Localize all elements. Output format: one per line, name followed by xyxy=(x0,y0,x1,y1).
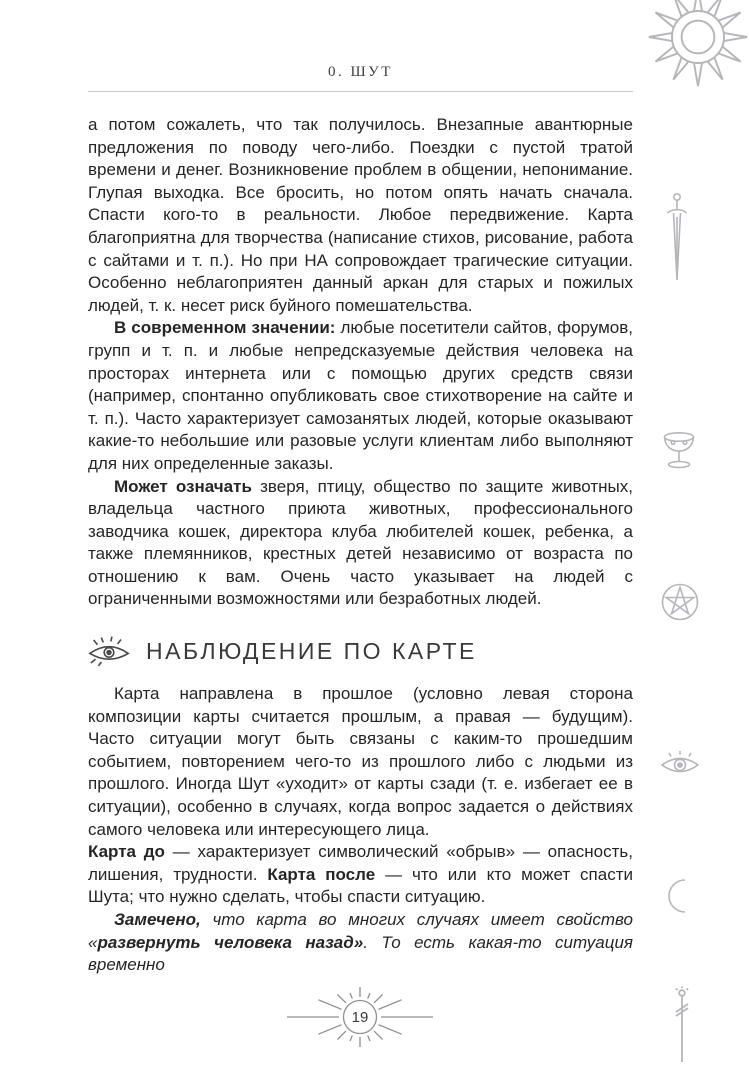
chalice-icon xyxy=(660,430,698,472)
running-header: 0. ШУТ xyxy=(88,64,633,92)
paragraph-text: любые посетители сайтов, форумов, групп и т. п. и любые непредсказуемые действия человека на просторах интернета или с помощью других средств связи (например, спонтанно опубликовать свое стихотворение на сайте и т. п.). Часто характеризует самозанятых людей, которые оказывают какие-то небольшие или разовые услуги клиентам либо выполняют для них определенные заказы. xyxy=(88,318,633,473)
paragraph-card-direction xyxy=(88,683,633,841)
paragraph-card-before-after xyxy=(88,841,633,909)
paragraph-noted xyxy=(88,909,633,977)
wand-icon xyxy=(668,986,694,1064)
eye-margin-icon xyxy=(660,750,700,778)
paragraph-lead-in: Карта до xyxy=(88,842,165,862)
page-number: 19 xyxy=(351,1008,369,1026)
body-text xyxy=(88,114,633,977)
paragraph-text: зверя, птицу, общество по защите животных, владельца частного приюта животных, профессионального заводчика кошек, директора клуба любителей кошек, ребенка, а также племянников, крестных детей независимо от возраста по отношению к вам. Очень часто указывает на людей с ограниченными возможностями или безработных людей. xyxy=(88,476,633,609)
paragraph-lead-in: Карта после xyxy=(267,864,376,884)
pentacle-icon xyxy=(660,582,700,622)
paragraph-lead-in: Может означать xyxy=(114,476,252,496)
paragraph-lead-in: В современном значении: xyxy=(114,318,336,338)
paragraph-text: — что или кто может спасти Шута; что нужно сделать, чтобы спасти ситуацию. xyxy=(88,864,633,907)
paragraph-text: . То есть какая-то ситуация временно xyxy=(88,932,633,975)
paragraph-bold-phrase: развернуть человека назад» xyxy=(97,932,364,952)
paragraph-continuation xyxy=(88,114,633,317)
section-heading xyxy=(86,636,633,667)
paragraph-lead-in: Замечено, xyxy=(114,910,201,929)
eye-icon xyxy=(86,636,132,667)
paragraph-text: а потом сожалеть, что так получилось. Внезапные авантюрные предложения по поводу чего-либо. Поездки с пустой тратой времени и денег. Возникновение проблем в общении, непонимание. Глупая выходка. Все бросить, но потом опять начать сначала. Спасти кого-то в реальности. Любое передвижение. Карта благоприятна для творчества (написание стихов, рисование, работа с сайтами и т. п.). Но при НА сопровождает трагические ситуации. Особенно неблагоприятен данный аркан для старых и пожилых людей, т. к. несет риск буйного помешательства. xyxy=(88,115,633,315)
paragraph-text: что карта во многих случаях имеет свойство « xyxy=(88,910,633,952)
paragraph-can-mean xyxy=(88,476,633,612)
sword-icon xyxy=(664,192,690,284)
section-title: НАБЛЮДЕНИЕ ПО КАРТЕ xyxy=(146,638,477,665)
paragraph-modern-meaning xyxy=(88,317,633,475)
paragraph-text: Карта направлена в прошлое (условно левая сторона композиции карты считается прошлым, а правая — будущим). Часто ситуации могут быть связаны с каким-то прошедшим событием, повторением чего-то из прошлого либо с людьми из прошлого. Иногда Шут «уходит» от карты сзади (т. е. избегает ее в ситуации), особенно в случаях, когда вопрос задается о действиях самого человека или интересующего лица. xyxy=(88,684,633,839)
moon-icon xyxy=(664,878,694,914)
text-column xyxy=(88,64,633,977)
paragraph-text: — характеризует символический «обрыв» — опасность, лишения, трудности. xyxy=(88,842,633,884)
sun-icon xyxy=(645,0,749,90)
page-number-ornament xyxy=(285,980,435,1054)
